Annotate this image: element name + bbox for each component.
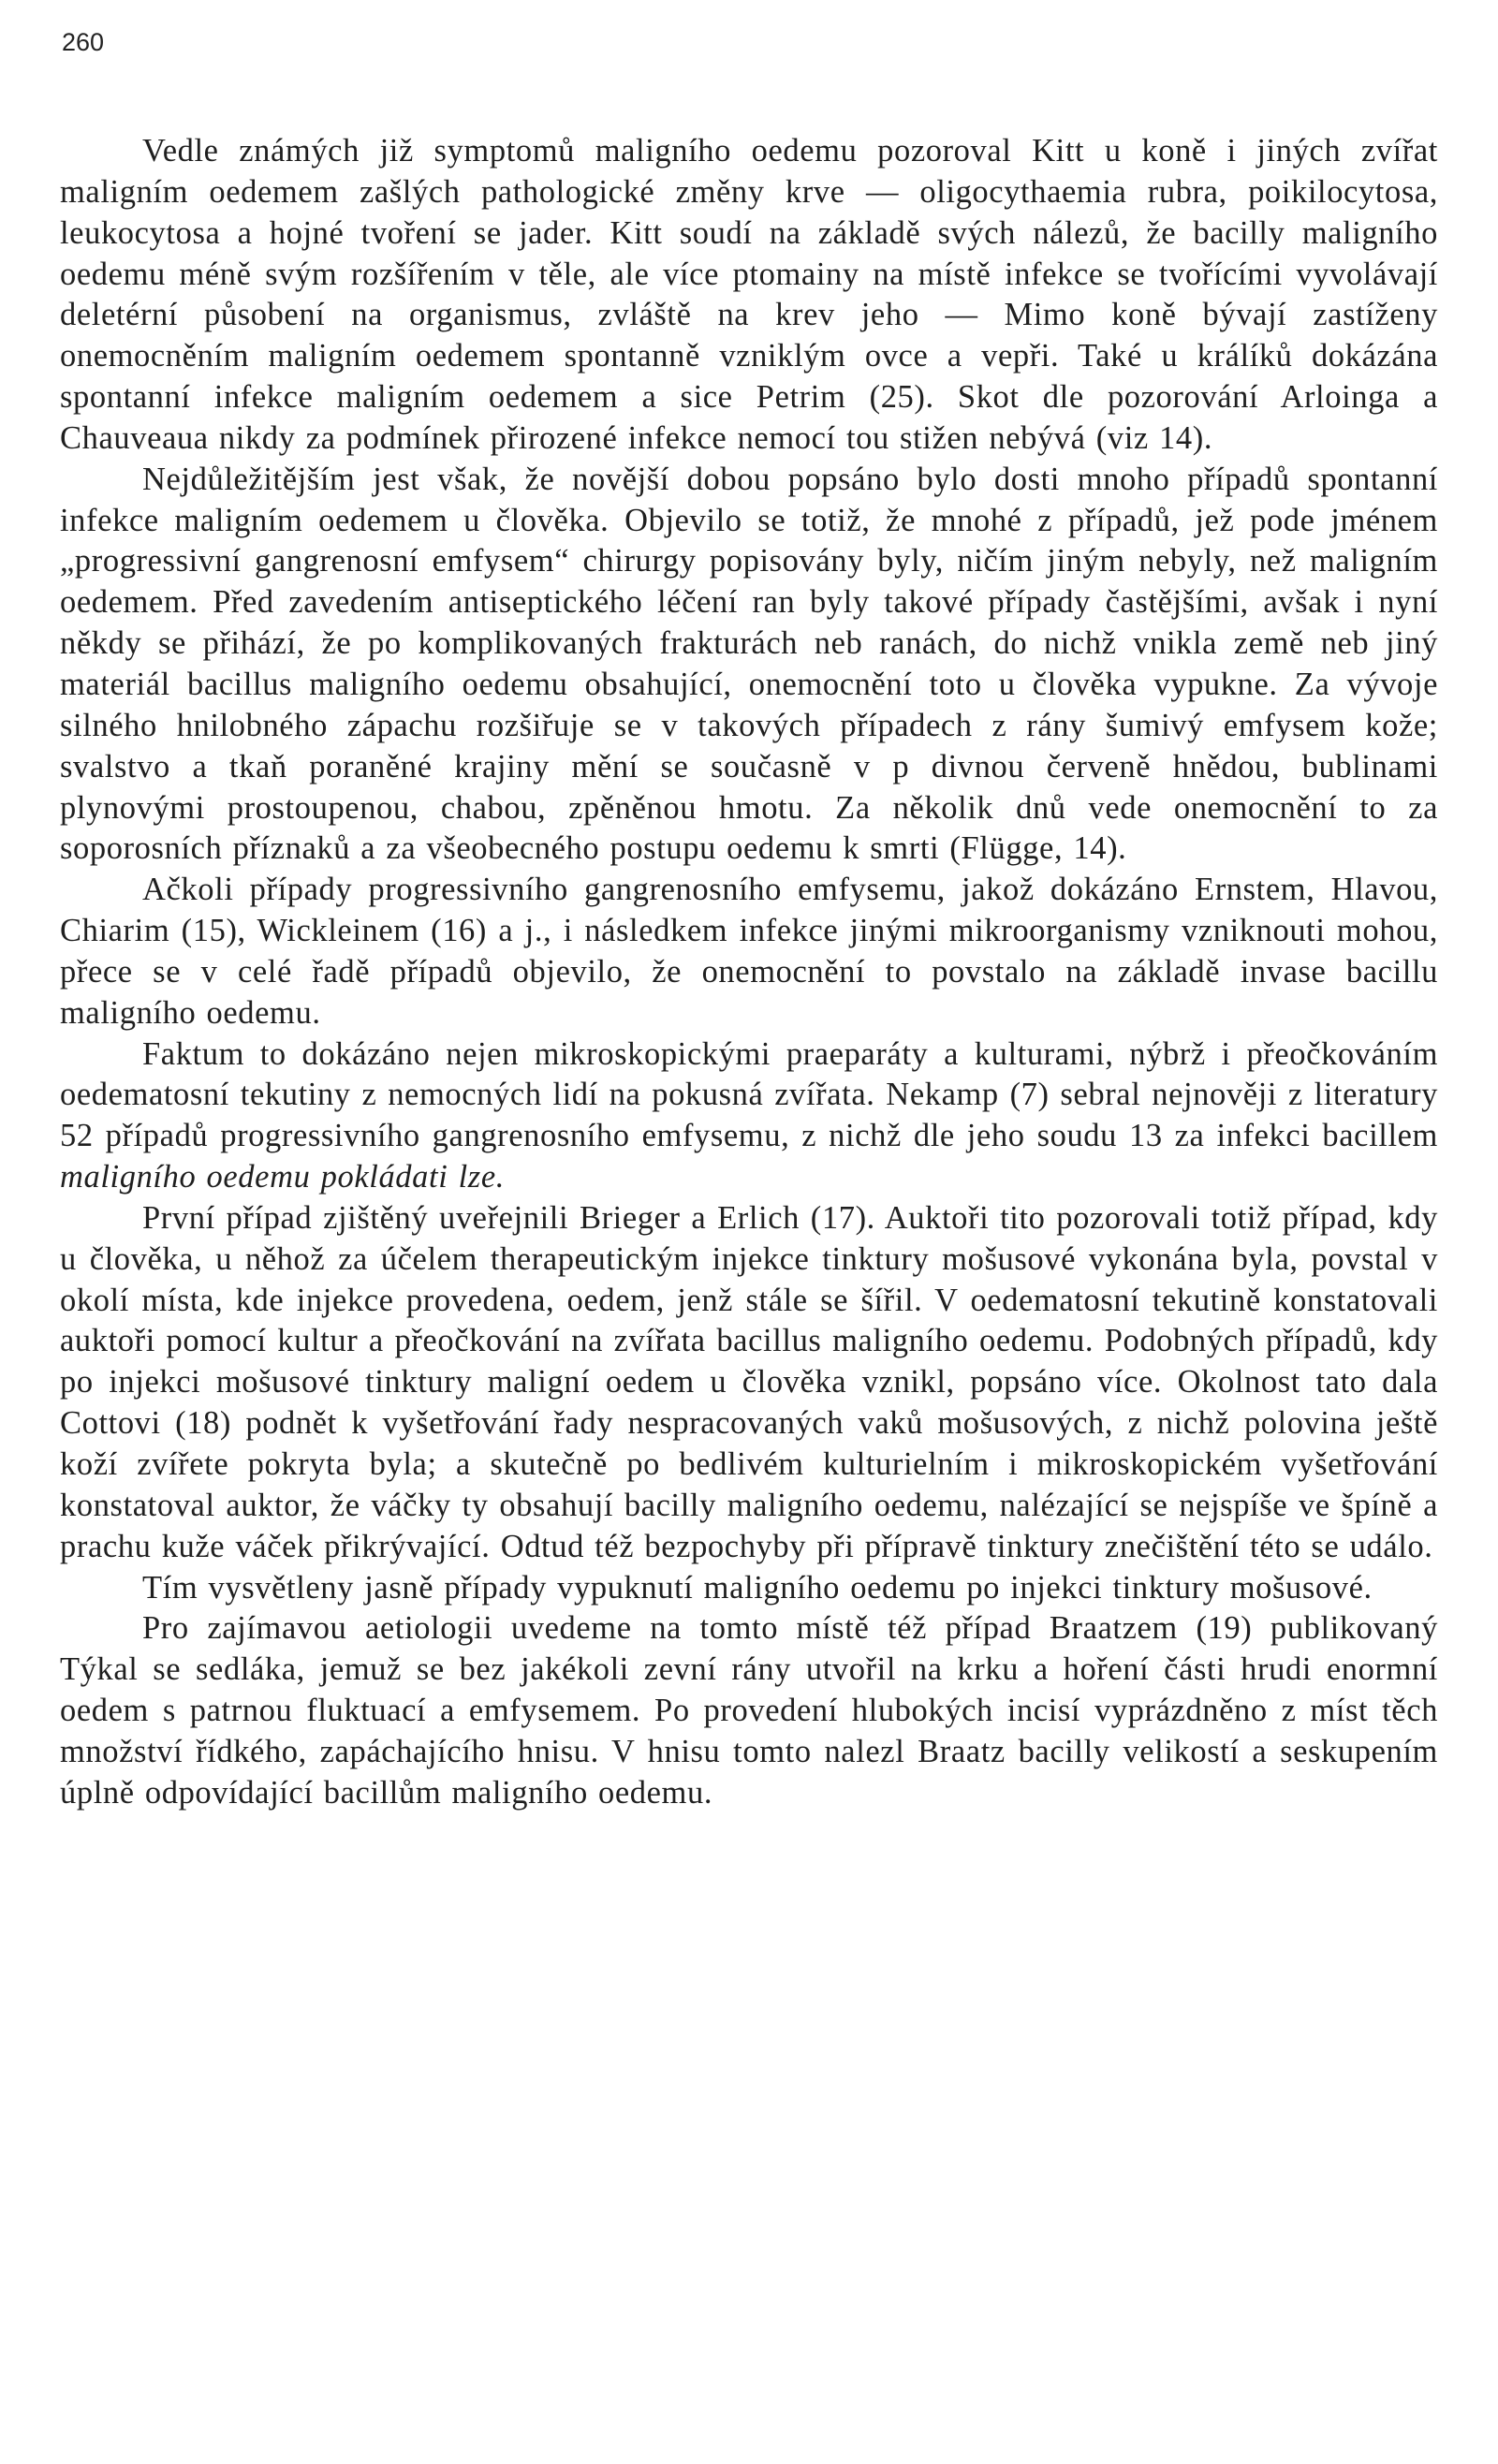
paragraph-3: Ačkoli případy progressivního gangrenosního emfysemu, jakož dokázáno Ernstem, Hlavou, Chiarim (15), Wickleinem (16) a j., i následkem infekce jinými mikroorganismy vzniknouti mohou, přece se v celé řadě případů objevilo, že onemocnění to povstalo na základě invase bacillu maligního oedemu. xyxy=(60,872,1438,1031)
paragraph-7: Pro zajímavou aetiologii uvedeme na tomto místě též případ Braatzem (19) publikovaný Týkal se sedláka, jemuž se bez jakékoli zevní rány utvořil na krku a hoření části hrudi enormní oedem s patrnou fluktuací a emfysemem. Po provedení hlubokých incisí vyprázdněno z míst těch množství řídkého, zapáchajícího hnisu. V hnisu tomto nalezl Braatz bacilly velikostí a seskupením úplně odpovídající bacillům maligního oedemu. xyxy=(60,1610,1438,1811)
paragraph-4 xyxy=(60,1034,1438,1198)
paragraph-5: První případ zjištěný uveřejnili Brieger a Erlich (17). Auktoři tito pozorovali totiž případ, kdy u člověka, u něhož za účelem therapeutickým injekce tinktury mošusové vykonána byla, povstal v okolí místa, kde injekce provedena, oedem, jenž stále se šířil. V oedematosní tekutině konstatovali auktoři pomocí kultur a přeočkování na zvířata bacillus maligního oedemu. Podobných případů, kdy po injekci mošusové tinktury maligní oedem u člověka vznikl, popsáno více. Okolnost tato dala Cottovi (18) podnět k vyšetřování řady nespracovaných vaků mošusových, z nichž polovina ještě koží zvířete pokryta byla; a skutečně po bedlivém kulturielním i mikroskopickém vyšetřování konstatoval auktor, že váčky ty obsahují bacilly maligního oedemu, nalézající se nejspíše ve špíně a prachu kuže váček přikrývající. Odtud též bezpochyby při přípravě tinktury znečištění této se událo. xyxy=(60,1199,1438,1564)
paragraph-4-italic-text: maligního oedemu pokládati lze. xyxy=(60,1159,505,1195)
body-text xyxy=(60,131,1438,1814)
paragraph-1: Vedle známých již symptomů maligního oedemu pozoroval Kitt u koně i jiných zvířat maligním oedemem zašlých pathologické změny krve — oligocythaemia rubra, poikilocytosa, leukocytosa a hojné tvoření se jader. Kitt soudí na základě svých nálezů, že bacilly maligního oedemu méně svým rozšířením v těle, ale více ptomainy na místě infekce se tvořícími vyvolávají deletérní působení na organismus, zvláště na krev jeho — Mimo koně bývají zastíženy onemocněním maligním oedemem spontanně vzniklým ovce a vepři. Také u králíků dokázána spontanní infekce maligním oedemem a sice Petrim (25). Skot dle pozorování Arloinga a Chauveaua nikdy za podmínek přirozené infekce nemocí tou stižen nebývá (viz 14). xyxy=(60,133,1438,456)
paragraph-6: Tím vysvětleny jasně případy vypuknutí maligního oedemu po injekci tinktury mošusové. xyxy=(142,1569,1373,1606)
page-number: 260 xyxy=(62,28,105,56)
paragraph-2: Nejdůležitějším jest však, že novější dobou popsáno bylo dosti mnoho případů spontanní infekce maligním oedemem u člověka. Objevilo se totiž, že mnohé z případů, jež pode jménem „progressivní gangrenosní emfysem“ chirurgy popisovány byly, ničím jiným nebyly, než maligním oedemem. Před zavedením antiseptického léčení ran byly takové případy častějšími, avšak i nyní někdy se přihází, že po komplikovaných frakturách neb ranách, do nichž vnikla země neb jiný materiál bacillus maligního oedemu obsahující, onemocnění toto u člověka vypukne. Za vývoje silného hnilobného zápachu rozšiřuje se v takových případech z rány šumivý emfysem kože; svalstvo a tkaň poraněné krajiny mění se současně v p divnou červeně hnědou, bublinami plynovými prostoupenou, chabou, zpěněnou hmotu. Za několik dnů vede onemocnění to za soporosních příznaků a za všeobecného postupu oedemu k smrti (Flügge, 14). xyxy=(60,461,1438,867)
paragraph-4-text: Faktum to dokázáno nejen mikroskopickými praeparáty a kulturami, nýbrž i přeočkováním oedematosní tekutiny z nemocných lidí na pokusná zvířata. Nekamp (7) sebral nejnověji z literatury 52 případů progressivního gangrenosního emfysemu, z nichž dle jeho soudu 13 za infekci bacillem xyxy=(60,1035,1438,1154)
